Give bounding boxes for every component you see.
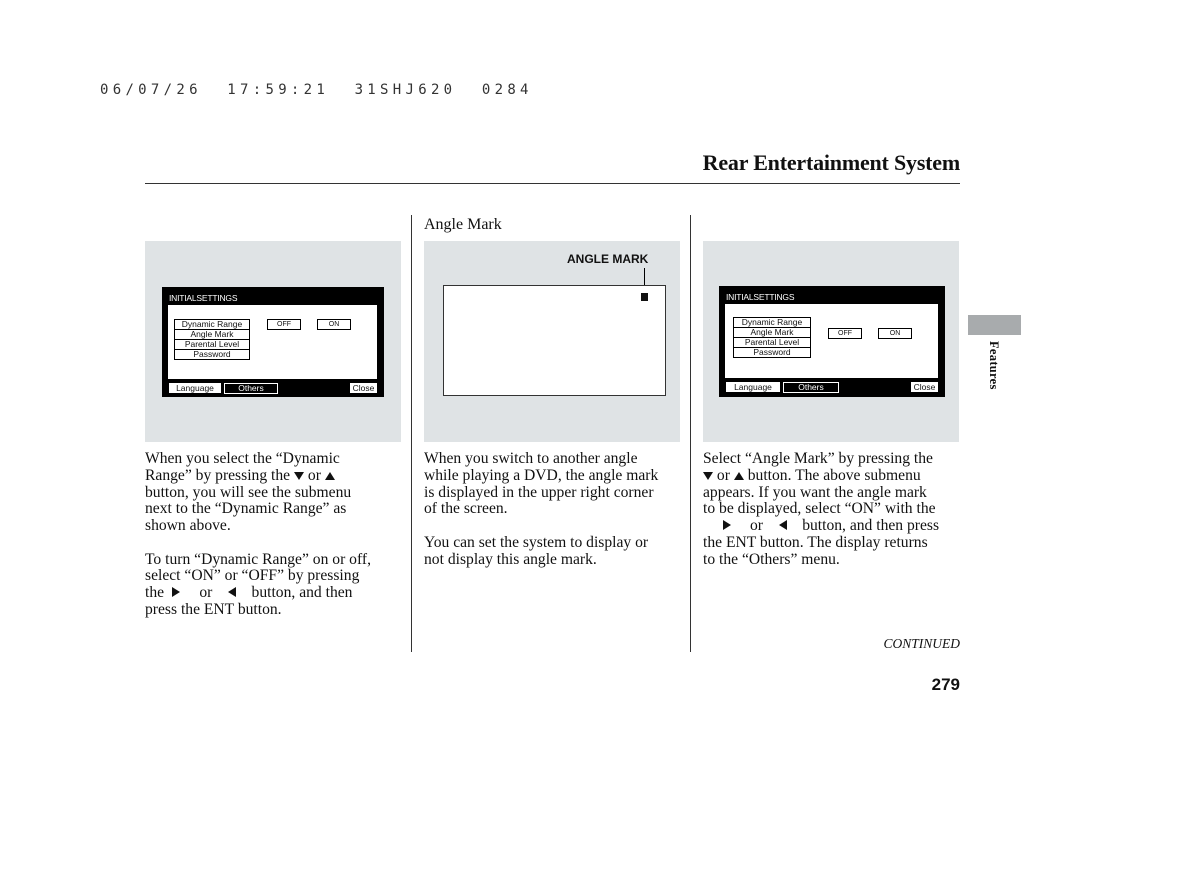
illustration-panel-angle-mark-menu xyxy=(703,241,959,442)
angle-mark-callout: ANGLE MARK xyxy=(567,252,649,266)
menu-body-right xyxy=(725,304,938,378)
menu-item-parental-level-right: Parental Level xyxy=(733,338,811,348)
tab-others-right: Others xyxy=(783,382,839,393)
up-arrow-icon xyxy=(325,472,335,480)
column-divider-left xyxy=(411,215,412,652)
title-rule xyxy=(145,183,960,184)
print-code: 06/07/26 17:59:21 31SHJ620 0284 xyxy=(100,82,533,98)
menu-item-angle-mark: Angle Mark xyxy=(174,330,250,340)
menu-title: INITIALSETTINGS xyxy=(169,293,238,303)
paragraph-dynamic-range-toggle: To turn “Dynamic Range” on or off, select “ON” or “OFF” by pressing the or button, and then press the ENT button. xyxy=(145,550,371,618)
menu-body xyxy=(168,305,377,379)
subheading-angle-mark: Angle Mark xyxy=(424,216,502,233)
right-arrow-icon xyxy=(172,587,180,597)
right-arrow-icon xyxy=(723,520,731,530)
page-number: 279 xyxy=(931,675,960,694)
menu-title-right: INITIALSETTINGS xyxy=(726,292,795,302)
down-arrow-icon xyxy=(703,472,713,480)
down-arrow-icon xyxy=(294,472,304,480)
section-tab-marker xyxy=(968,315,1021,335)
paragraph-dynamic-range-select: When you select the “Dynamic Range” by pressing the or button, you will see the submenu next to the “Dynamic Range” as shown above. xyxy=(145,450,352,535)
option-on-right: ON xyxy=(878,328,912,339)
left-column-text xyxy=(145,451,405,635)
paragraph-angle-mark-display: When you switch to another angle while playing a DVD, the angle mark is displayed in the upper right corner of the screen. xyxy=(424,450,659,518)
menu-item-dynamic-range: Dynamic Range xyxy=(174,319,250,330)
left-arrow-icon xyxy=(228,587,236,597)
tab-language: Language xyxy=(169,383,221,393)
tab-others: Others xyxy=(224,383,278,394)
close-button-right: Close xyxy=(911,382,938,392)
menu-item-dynamic-range-right: Dynamic Range xyxy=(733,317,811,328)
menu-screen xyxy=(162,287,384,397)
close-button: Close xyxy=(350,383,377,393)
menu-item-angle-mark-right: Angle Mark xyxy=(733,328,811,338)
menu-item-password-right: Password xyxy=(733,348,811,358)
paragraph-angle-mark-select: Select “Angle Mark” by pressing the or button. The above submenu appears. If you want the angle mark to be displayed, select “ON” with the or button, and then press the ENT button. The display returns to the “Others” menu. xyxy=(703,450,940,568)
video-screen xyxy=(443,285,666,396)
menu-item-parental-level: Parental Level xyxy=(174,340,250,350)
page-title: Rear Entertainment System xyxy=(702,150,960,175)
option-on: ON xyxy=(317,319,351,330)
paragraph-angle-mark-setting: You can set the system to display or not display this angle mark. xyxy=(424,533,649,568)
middle-column-text xyxy=(424,451,686,585)
illustration-panel-angle-mark xyxy=(424,241,680,442)
continued-label: CONTINUED xyxy=(883,636,960,651)
right-column-text xyxy=(703,451,965,585)
menu-item-password: Password xyxy=(174,350,250,360)
illustration-panel-dynamic-range xyxy=(145,241,401,442)
section-tab-label: Features xyxy=(987,341,1001,390)
left-arrow-icon xyxy=(779,520,787,530)
angle-mark-icon xyxy=(641,293,648,301)
up-arrow-icon xyxy=(734,472,744,480)
option-off: OFF xyxy=(267,319,301,330)
option-off-right: OFF xyxy=(828,328,862,339)
tab-language-right: Language xyxy=(726,382,780,392)
menu-screen-right xyxy=(719,286,945,397)
column-divider-right xyxy=(690,215,691,652)
